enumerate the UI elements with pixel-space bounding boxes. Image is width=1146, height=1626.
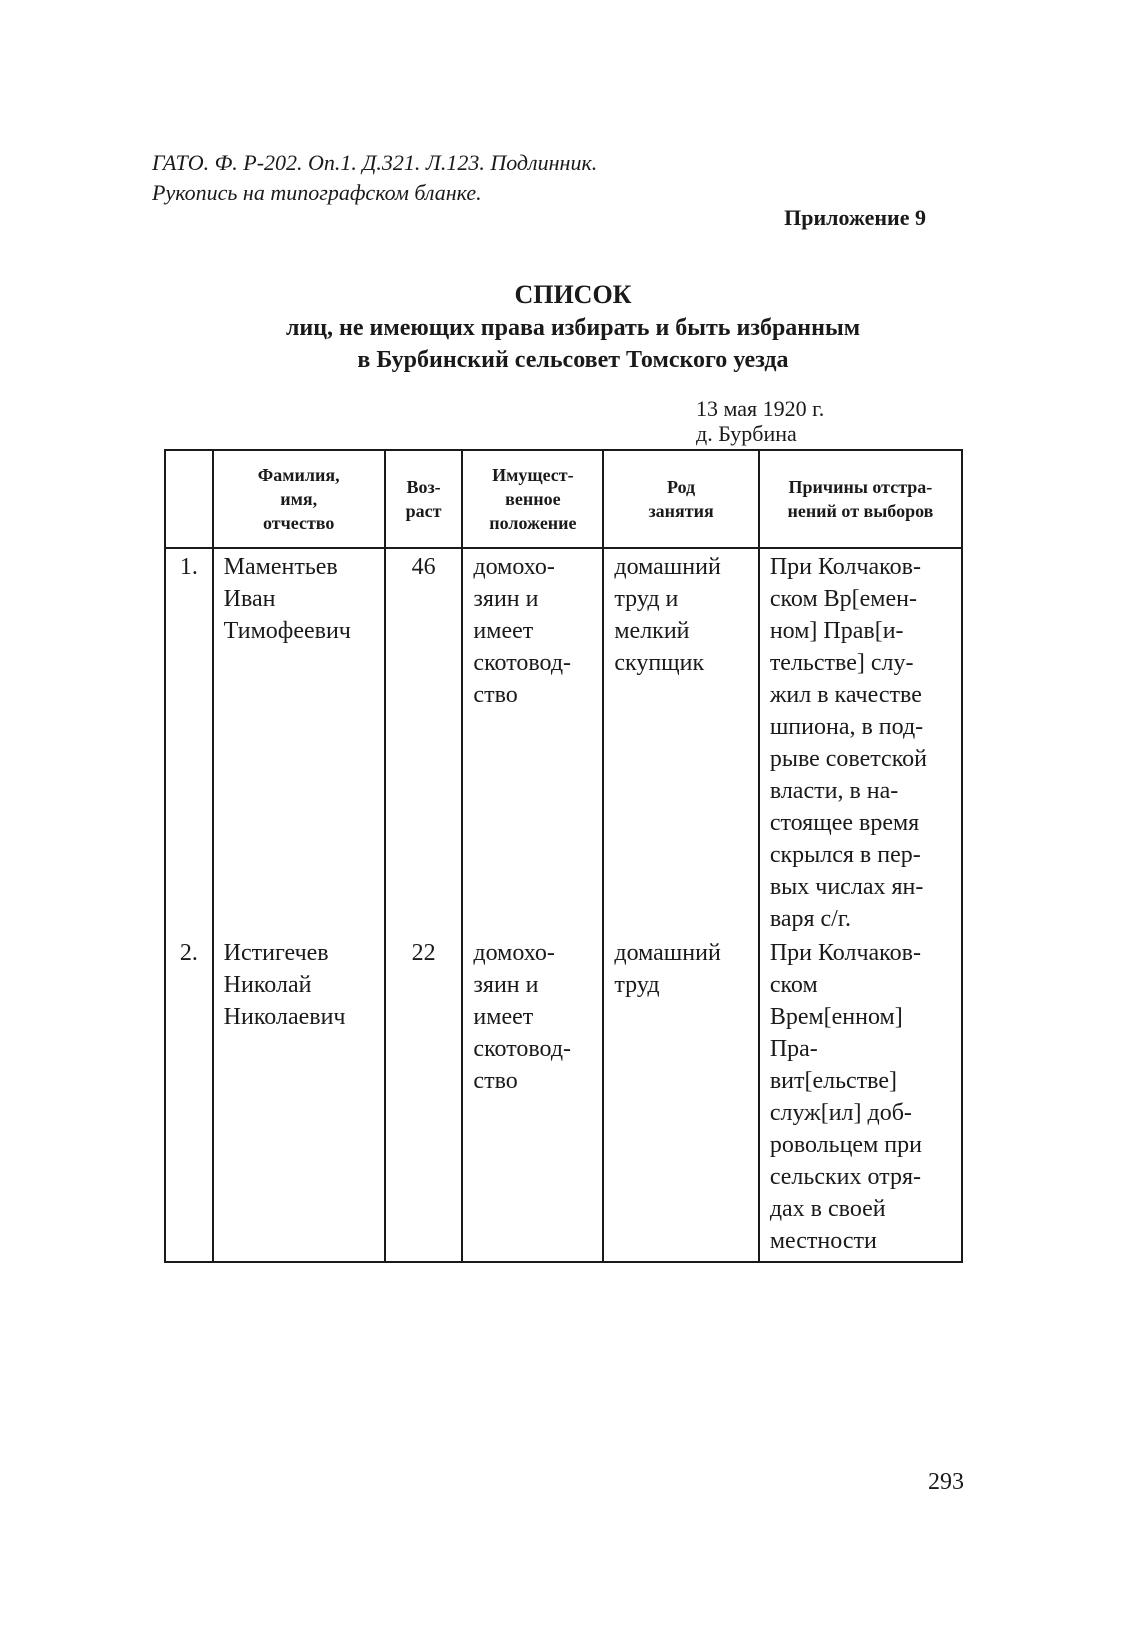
appendix-label: Приложение 9 xyxy=(784,205,926,230)
title-line-3: в Бурбинский сельсовет Томского уезда xyxy=(357,347,789,373)
header-occupation-text: Род занятия xyxy=(648,477,714,521)
row-reasons: При Колчаков- ском Врем[енном] Пра- вит[ельстве] служ[ил] доб- ровольцем при сельских отря- дах в своей местности xyxy=(759,935,962,1262)
document-place: д. Бурбина xyxy=(696,421,797,446)
header-number xyxy=(165,450,213,548)
row-occupation: домашний труд и мелкий скупщик xyxy=(603,548,758,935)
header-reasons-text: Причины отстра- нений от выборов xyxy=(787,477,934,521)
row-age: 46 xyxy=(385,548,463,935)
header-age-text: Воз- раст xyxy=(405,477,442,521)
table-row xyxy=(165,548,962,935)
table-row xyxy=(165,935,962,1262)
row-reasons: При Колчаков- ском Вр[емен- ном] Прав[и- тельстве] слу- жил в качестве шпиона, в под- рыве советской власти, в на- стоящее время скрылся в пер- вых числах ян- варя с/г. xyxy=(759,548,962,935)
source-line-1: ГАТО. Ф. Р-202. Оп.1. Д.321. Л.123. Подлинник. xyxy=(152,150,598,175)
row-name: Истигечев Николай Николаевич xyxy=(213,935,385,1262)
table-header-row xyxy=(165,450,962,548)
disenfranchised-list-table xyxy=(164,449,963,1263)
page-number: 293 xyxy=(928,1469,964,1495)
document-title xyxy=(0,278,1146,376)
title-line-2: лиц, не имеющих права избирать и быть избранным xyxy=(285,315,861,341)
header-name xyxy=(213,450,385,548)
row-occupation: домашний труд xyxy=(603,935,758,1262)
row-number: 2. xyxy=(165,935,213,1262)
row-property: домохо- зяин и имеет скотовод- ство xyxy=(462,548,603,935)
document-date: 13 мая 1920 г. xyxy=(696,396,825,421)
title-main: СПИСОК xyxy=(514,280,632,309)
header-name-text: Фамилия, имя, отчество xyxy=(257,465,340,533)
header-property-text: Имущест- венное положение xyxy=(489,465,577,533)
row-name: Маментьев Иван Тимофеевич xyxy=(213,548,385,935)
row-number: 1. xyxy=(165,548,213,935)
row-age: 22 xyxy=(385,935,463,1262)
row-property: домохо- зяин и имеет скотовод- ство xyxy=(462,935,603,1262)
source-line-2: Рукопись на типографском бланке. xyxy=(152,180,482,205)
header-occupation xyxy=(603,450,758,548)
header-property xyxy=(462,450,603,548)
header-reasons xyxy=(759,450,962,548)
date-place-block xyxy=(696,396,824,446)
archival-source-note xyxy=(152,148,597,208)
header-age xyxy=(385,450,463,548)
